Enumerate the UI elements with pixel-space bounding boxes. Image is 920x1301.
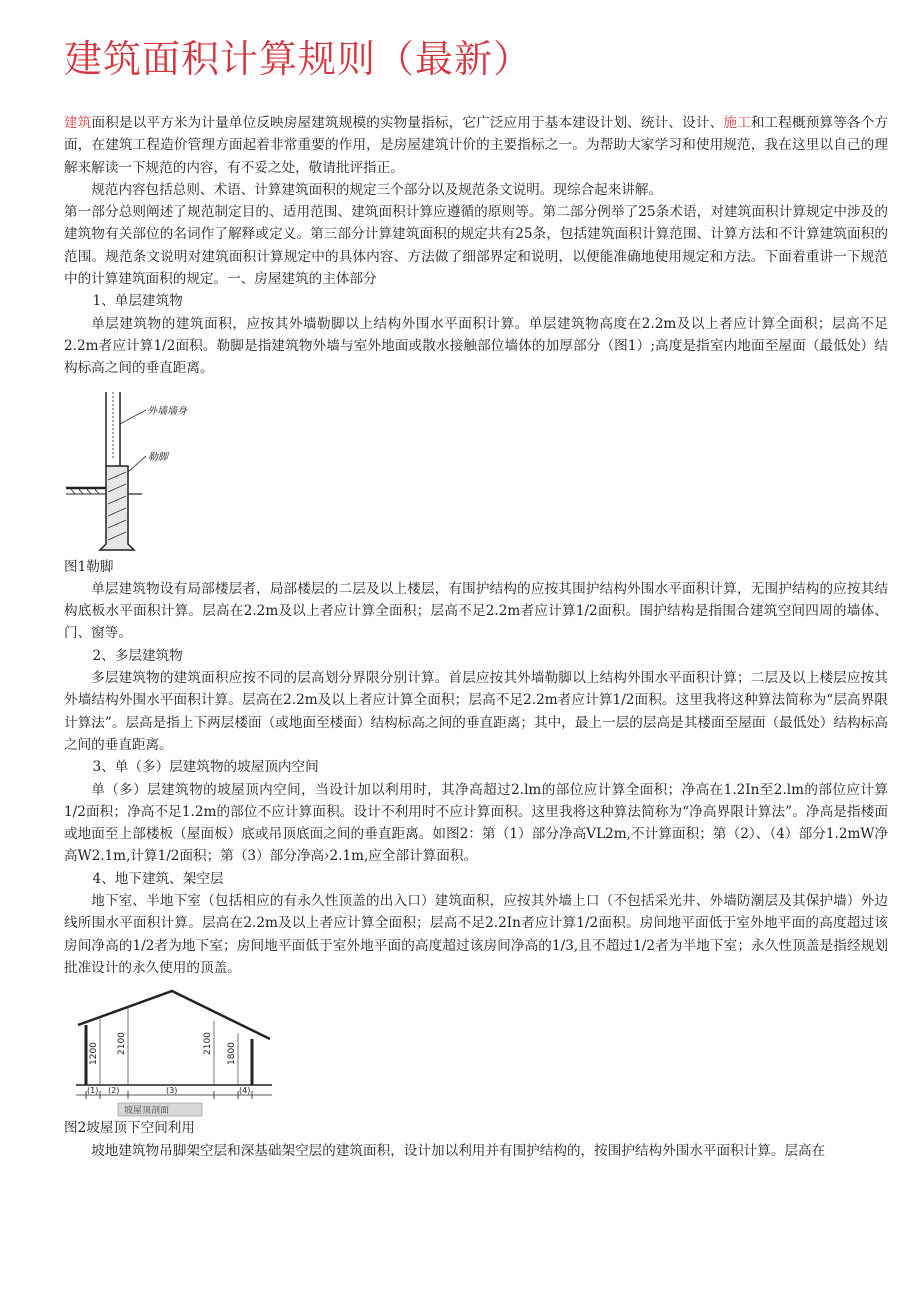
paragraph-single-storey: 单层建筑物的建筑面积，应按其外墙勒脚以上结构外围水平面积计算。单层建筑物高度在2.2m及以上者应计算全面积；层高不足2.2m者应计算1/2面积。勒脚是指建筑物外墙与室外地面或散水接触部位墙体的加厚部分（图1）;高度是指室内地面至屋面（最低处）结构标高之间的垂直距离。: [64, 315, 888, 377]
plate-label: 坡屋顶剖面: [124, 1106, 170, 1117]
label-outer-wall: 外墙墙身: [147, 405, 187, 417]
dim-1800: 1800: [227, 1042, 237, 1066]
sloped-roof-diagram: [72, 989, 280, 1117]
heading-basement: 4、地下建筑、架空层: [92, 870, 224, 887]
heading-sloped-roof: 3、单（多）层建筑物的坡屋顶内空间: [92, 759, 319, 776]
segment-3-label: (3): [166, 1086, 178, 1096]
link-shigong[interactable]: 施工: [723, 115, 751, 131]
intro-paragraph: [64, 112, 888, 179]
link-jianzhu[interactable]: 建筑: [64, 115, 92, 131]
heading-single-storey: 1、单层建筑物: [92, 293, 183, 310]
heading-multi-storey: 2、多层建筑物: [92, 647, 183, 664]
paragraph-partial-floor: 单层建筑物设有局部楼层者，局部楼层的二层及以上楼层，有围护结构的应按其围护结构外围水平面积计算，无围护结构的应按其结构底板水平面积计算。层高在2.2m及以上者应计算全面积；层高不足2.2m者应计算1/2面积。围护结构是指围合建筑空间四周的墙体、门、窗等。: [64, 580, 888, 642]
dim-2100-right: 2100: [203, 1032, 213, 1056]
dim-1200: 1200: [89, 1042, 99, 1066]
figure-plinth: [64, 388, 214, 556]
dim-2100-left: 2100: [117, 1032, 127, 1056]
figure-1-caption: 图1勒脚: [64, 558, 114, 575]
paragraph-sloped-roof: 单（多）层建筑物的坡屋顶内空间，当设计加以利用时，其净高超过2.lm的部位应计算全面积；净高在1.2In至2.lm的部位应计算1/2面积；净高不足1.2m的部位不应计算面积。设计不利用时不应计算面积。这里我将这种算法简称为“净高界限计算法”。净高是指楼面或地面至上部楼板（屋面板）底或吊顶底面之间的垂直距离。如图2：第（1）部分净高VL2m,不计算面积；第（2）、（4）部分1.2mW净高W2.1m,计算1/2面积；第（3）部分净高›2.1m,应全部计算面积。: [64, 781, 888, 865]
intro-text-2: 和工程概预算等各个方面，在建筑工程造价管理方面起着非常重要的作用，是房屋建筑计价的主要指标之一。为帮助大家学习和使用规范，我在这里以自己的理解来解读一下规范的内容，有不妥之处，敬请批评指正。: [64, 115, 889, 176]
figure-sloped-roof: [72, 989, 280, 1117]
segment-4-label: (4): [239, 1086, 251, 1096]
segment-2-label: (2): [108, 1086, 120, 1096]
paragraph-overview: 第一部分总则阐述了规范制定目的、适用范围、建筑面积计算应遵循的原则等。第二部分例举了25条术语，对建筑面积计算规定中涉及的建筑物有关部位的名词作了解释或定义。第三部分计算建筑面积的规定共有25条，包括建筑面积计算范围、计算方法和不计算建筑面积的范围。规范条文说明对建筑面积计算规定中的具体内容、方法做了细部界定和说明，以便能准确地使用规定和方法。下面着重讲一下规范中的计算建筑面积的规定。一、房屋建筑的主体部分: [64, 204, 888, 288]
paragraph-basement: 地下室、半地下室（包括相应的有永久性顶盖的出入口）建筑面积，应按其外墙上口（不包括采光井、外墙防潮层及其保护墙）外边线所围水平面积计算。层高在2.2m及以上者应计算全面积；层高不足2.2In者应计算1/2面积。房间地平面低于室外地平面的高度超过该房间净高的1/2者为地下室；房间地平面低于室外地平面的高度超过该房间净高的1/3,且不超过1/2者为半地下室；永久性顶盖是指经规划批准设计的永久使用的顶盖。: [64, 893, 888, 976]
figure-2-caption: 图2坡屋顶下空间利用: [64, 1120, 195, 1137]
paragraph-contents: 规范内容包括总则、术语、计算建筑面积的规定三个部分以及规范条文说明。现综合起来讲解。: [91, 181, 663, 198]
page-title: 建筑面积计算规则（最新）: [64, 37, 533, 81]
paragraph-stilted-floor: 坡地建筑物吊脚架空层和深基础架空层的建筑面积，设计加以利用并有围护结构的，按围护结构外围水平面积计算。层高在: [91, 1142, 826, 1159]
segment-1-label: (1): [87, 1086, 99, 1096]
intro-text-1: 面积是以平方米为计量单位反映房屋建筑规模的实物量指标，它广泛应用于基本建设计划、统计、设计、: [91, 115, 724, 131]
paragraph-multi-storey: 多层建筑物的建筑面积应按不同的层高划分界限分别计算。首层应按其外墙勒脚以上结构外围水平面积计算；二层及以上楼层应按其外墙结构外围水平面积计算。层高在2.2m及以上者应计算全面积；层高不足2.2m者应计算1/2面积。这里我将这种算法简称为“层高界限计算法”。层高是指上下两层楼面（或地面至楼面）结构标高之间的垂直距离；其中，最上一层的层高是其楼面至屋面（最低处）结构标高之间的垂直距离。: [64, 670, 888, 753]
article-body: [64, 112, 888, 1162]
label-plinth: 勒脚: [148, 451, 168, 463]
plinth-diagram: [64, 388, 214, 556]
